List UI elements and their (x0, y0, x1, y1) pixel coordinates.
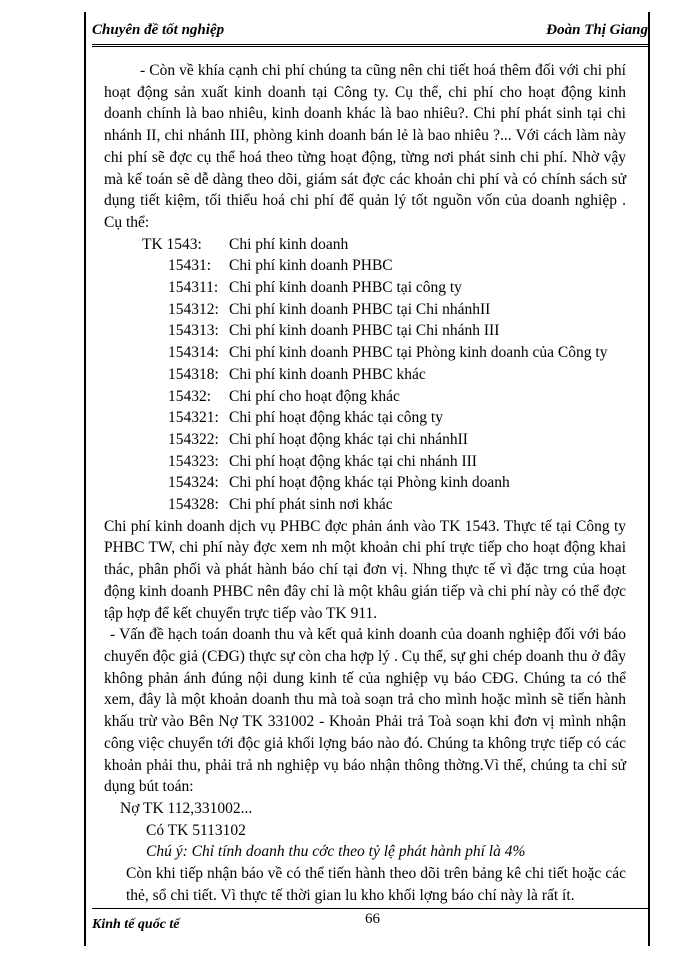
account-code: 154322: (168, 430, 219, 448)
account-name: Chi phí hoạt động khác tại công ty (229, 409, 443, 427)
account-row (104, 386, 626, 408)
journal-entry-credit: Có TK 5113102 (146, 821, 246, 839)
paragraph-revenue: - Vấn đề hạch toán doanh thu và kết quả kinh doanh của doanh nghiệp đối với báo chuyển độc giả (CĐG) thực sự còn cha hợp lý . Cụ thể, sự ghi chép doanh thu ở đây không phản ánh đúng nội dung kinh tế của nghiệp vụ báo CĐG. Chúng ta có thể xem, đây là một khoản doanh thu mà toà soạn trả cho mình hoặc mình sẽ tiến hành khấu trừ vào Bên Nợ TK 331002 - Khoản Phải trả Toà soạn khi đơn vị mình nhận công việc chuyển tới độc giả khối lợng báo nào đó. Chúng ta không trực tiếp có các khoản phải thu, phải trả nh nghiệp vụ báo nhận thông thờng.Vì thế, chúng ta chỉ sử dụng bút toán: (104, 626, 626, 796)
account-code: 15432: (168, 387, 212, 405)
account-row (104, 364, 626, 386)
page-number: 66 (365, 911, 380, 927)
account-code: 154323: (168, 452, 219, 470)
account-name: Chi phí hoạt động khác tại chi nhánhII (229, 430, 468, 448)
header-left: Chuyên đề tốt nghiệp (92, 22, 225, 38)
account-name: Chi phí hoạt động khác tại chi nhánh III (229, 452, 477, 470)
account-list (104, 234, 626, 516)
account-row (104, 472, 626, 494)
account-name: Chi phí phát sinh nơi khác (229, 496, 393, 514)
account-name: Chi phí kinh doanh (229, 235, 349, 253)
account-row (104, 494, 626, 516)
account-row (104, 429, 626, 451)
account-code: 154313: (168, 322, 219, 340)
account-code: 154311: (168, 279, 219, 297)
account-row (104, 234, 626, 256)
paragraph-phbc-cost: Chi phí kinh doanh dịch vụ PHBC đợc phản ánh vào TK 1543. Thực tế tại Công ty PHBC TW, chi phí này đợc xem nh một khoản chi phí trực tiếp cho hoạt động khai thác, phân phối và phát hành báo chí tại đơn vị. Nhng thực tế vì đặc trng của hoạt động kinh doanh PHBC nên đây chỉ là một khâu gián tiếp và chi phí này có thể đợc tập hợp để kết chuyển trực tiếp vào TK 911. (104, 517, 626, 622)
account-name: Chi phí hoạt động khác tại Phòng kinh doanh (229, 474, 510, 492)
paragraph-tracking: Còn khi tiếp nhận báo về có thể tiến hành theo dõi trên bảng kê chi tiết hoặc các thẻ, sổ chi tiết. Vì thực tế thời gian lu kho khối lợng báo chí này là rất ít. (126, 865, 626, 904)
account-name: Chi phí kinh doanh PHBC tại công ty (229, 279, 462, 297)
account-name: Chi phí kinh doanh PHBC tại Chi nhánhII (229, 300, 491, 318)
footer-left: Kinh tế quốc tế (92, 917, 180, 932)
account-code: 154328: (168, 496, 219, 514)
account-name: Chi phí kinh doanh PHBC khác (229, 365, 426, 383)
account-row (104, 277, 626, 299)
account-name: Chi phí kinh doanh PHBC tại Chi nhánh III (229, 322, 500, 340)
account-row (104, 320, 626, 342)
footer-rule (92, 908, 648, 909)
account-code: 154312: (168, 300, 219, 318)
account-code: 154314: (168, 344, 219, 362)
account-row (104, 299, 626, 321)
account-code: 154318: (168, 365, 219, 383)
document-body (104, 60, 626, 906)
account-code: 154324: (168, 474, 219, 492)
paragraph-cost-detail: - Còn về khía cạnh chi phí chúng ta cũng nên chi tiết hoá thêm đối với chi phí hoạt động sản xuất kinh doanh tại Công ty. Cụ thể, chi phí cho hoạt động kinh doanh chính là bao nhiêu, kinh doanh khác là bao nhiêu?. Chi phí phát sinh tại chi nhánh II, chi nhánh III, phòng kinh doanh bán lẻ là bao nhiêu ?... Với cách làm này chi phí sẽ đợc cụ thể hoá theo từng hoạt động, từng nơi phát sinh chi phí. Nhờ vậy mà kế toán sẽ dễ dàng theo dõi, giám sát đợc các khoản chi phí và có chính sách sử dụng tiết kiệm, tối thiểu hoá chi phí để quản lý tốt nguồn vốn của doanh nghiệp . Cụ thể: (104, 62, 626, 231)
account-code: 154321: (168, 409, 219, 427)
account-row (104, 342, 626, 364)
account-row (104, 451, 626, 473)
account-code: 15431: (168, 257, 212, 275)
account-name: Chi phí kinh doanh PHBC tại Phòng kinh doanh của Công ty (229, 344, 608, 362)
header-right: Đoàn Thị Giang (546, 22, 648, 38)
account-row (104, 407, 626, 429)
account-name: Chi phí cho hoạt động khác (229, 387, 400, 405)
page-header (92, 22, 648, 47)
note-line: Chú ý: Chỉ tính doanh thu cớc theo tỷ lệ phát hành phí là 4% (146, 843, 526, 861)
account-row (104, 255, 626, 277)
journal-entry-debit: Nợ TK 112,331002... (120, 799, 253, 817)
account-code: TK 1543: (142, 235, 202, 253)
account-name: Chi phí kinh doanh PHBC (229, 257, 393, 275)
